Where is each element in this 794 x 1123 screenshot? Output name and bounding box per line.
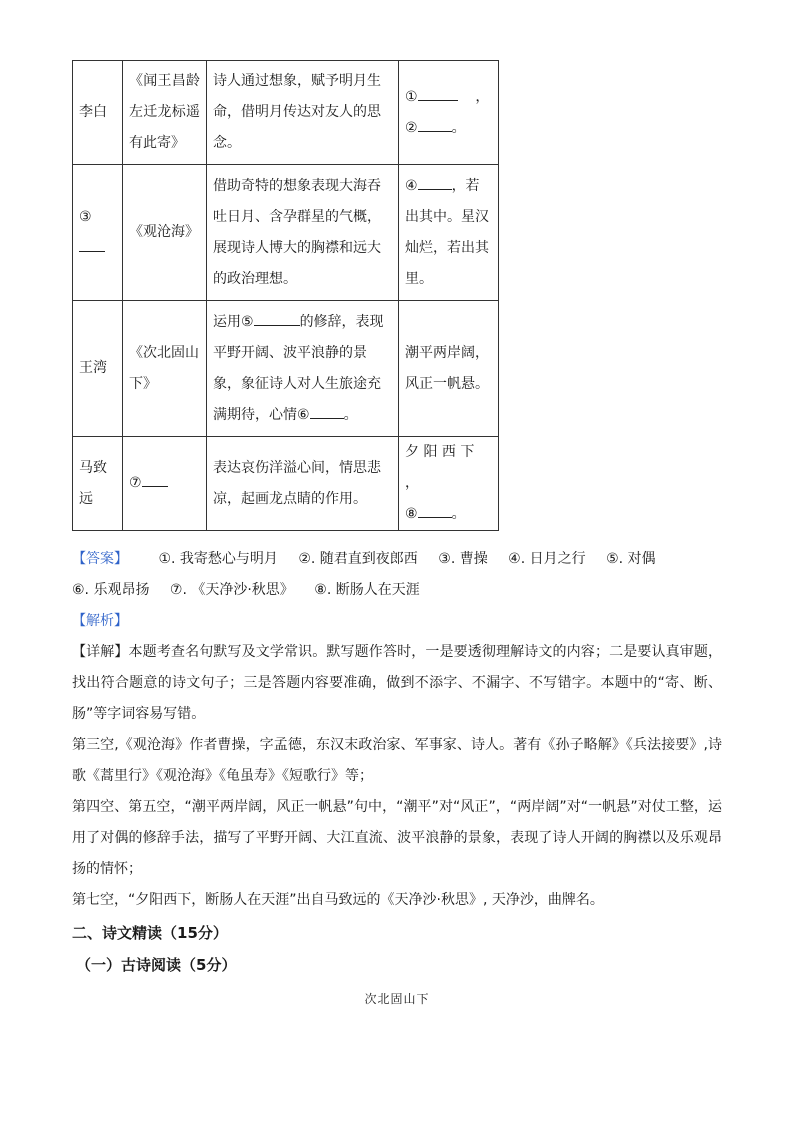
title-cell — [123, 437, 207, 531]
punctuation: ， — [475, 88, 490, 105]
table-row — [73, 437, 499, 531]
answer-item: ⑥. 乐观昂扬 — [72, 582, 150, 598]
table-row — [73, 165, 499, 301]
blank-label: ④ — [405, 177, 418, 194]
poem-table — [72, 60, 499, 531]
answer-item: ⑧. 断肠人在天涯 — [314, 582, 420, 598]
fill-blank[interactable] — [79, 237, 105, 252]
analysis-paragraph: 第七空，“夕阳西下，断肠人在天涯”出自马致远的《天净沙·秋思》, 天净沙，曲牌名。 — [72, 892, 604, 908]
fill-blank[interactable] — [142, 472, 168, 487]
blank-label: ② — [405, 119, 418, 136]
fill-blank[interactable] — [418, 117, 452, 132]
section-subheading: （一）古诗阅读（5分） — [76, 956, 237, 974]
title-cell: 《闻王昌龄左迁龙标遥有此寄》 — [123, 61, 207, 165]
lines-cell — [399, 165, 499, 301]
analysis-text: 本题考查名句默写及文学常识。默写题作答时，一是要透彻理解诗文的内容；二是要认真审题，找出符合题意的诗文句子；三是答题内容要准确，做到不添字、不漏字、不写错字。本题中的“寄、断、肠”等字词容易写错。 — [72, 644, 723, 722]
analysis-paragraph: 第三空,《观沧海》作者曹操，字孟德，东汉末政治家、军事家、诗人。著有《孙子略解》《兵法接要》,诗歌《蒿里行》《观沧海》《龟虽寿》《短歌行》等； — [72, 737, 722, 784]
answer-label: 【答案】 — [72, 551, 128, 567]
analysis-text: 的修辞，表现平野开阔、波平浪静的景象，象征诗人对人生旅途充满期待，心情⑥ — [213, 313, 384, 423]
analysis-label: 【解析】 — [72, 613, 128, 629]
punctuation: 。 — [343, 406, 358, 423]
answer-section — [72, 544, 722, 916]
author-cell — [73, 165, 123, 301]
fill-blank[interactable] — [418, 175, 452, 190]
fill-blank[interactable] — [310, 404, 344, 419]
poem-lines: 夕 阳 西 下 ， — [405, 444, 475, 491]
analysis-cell: 借助奇特的想象表现大海吞吐日月、含孕群星的气概，展现诗人博大的胸襟和远大的政治理想。 — [207, 165, 399, 301]
fill-blank[interactable] — [418, 86, 458, 101]
analysis-cell: 诗人通过想象，赋予明月生命，借明月传达对友人的思念。 — [207, 61, 399, 165]
analysis-paragraph — [72, 637, 722, 730]
answer-item: ③. 曹操 — [438, 551, 488, 567]
lines-cell — [399, 61, 499, 165]
analysis-cell: 表达哀伤洋溢心间，情思悲凉，起画龙点睛的作用。 — [207, 437, 399, 531]
table-row — [73, 301, 499, 437]
answer-item: ⑦. 《天净沙·秋思》 — [169, 582, 294, 598]
blank-label: ③ — [79, 208, 92, 225]
analysis-paragraph: 第四空、第五空，“潮平两岸阔，风正一帆悬”句中，“潮平”对“风正”，“两岸阔”对“一帆悬”对仗工整，运用了对偶的修辞手法，描写了平野开阔、大江直流、波平浪静的景象，表现了诗人开阔的胸襟以及乐观昂扬的情怀； — [72, 799, 722, 877]
answer-item: ②. 随君直到夜郎西 — [298, 551, 418, 567]
blank-label: ⑧ — [405, 506, 418, 522]
title-cell: 《次北固山下》 — [123, 301, 207, 437]
title-cell: 《观沧海》 — [123, 165, 207, 301]
section-heading: 二、诗文精读（15分） — [72, 924, 228, 942]
detail-label: 【详解】 — [72, 644, 129, 660]
answer-item: ④. 日月之行 — [508, 551, 586, 567]
author-cell: 王湾 — [73, 301, 123, 437]
fill-blank[interactable] — [418, 503, 452, 518]
lines-cell — [399, 437, 499, 531]
punctuation: 。 — [451, 506, 466, 522]
analysis-text: 运用⑤ — [213, 313, 254, 330]
analysis-cell — [207, 301, 399, 437]
poem-lines: ，若出其中。星汉灿烂，若出其里。 — [405, 177, 489, 287]
author-cell: 马致远 — [73, 437, 123, 531]
fill-blank[interactable] — [254, 311, 300, 326]
table-row — [73, 61, 499, 165]
answer-item: ⑤. 对偶 — [606, 551, 656, 567]
blank-label: ① — [405, 88, 418, 105]
punctuation: 。 — [451, 119, 466, 136]
lines-cell: 潮平两岸阔，风正一帆悬。 — [399, 301, 499, 437]
author-cell: 李白 — [73, 61, 123, 165]
blank-label: ⑦ — [129, 475, 142, 491]
answer-item: ①. 我寄愁心与明月 — [158, 551, 278, 567]
poem-title: 次北固山下 — [364, 992, 430, 1006]
